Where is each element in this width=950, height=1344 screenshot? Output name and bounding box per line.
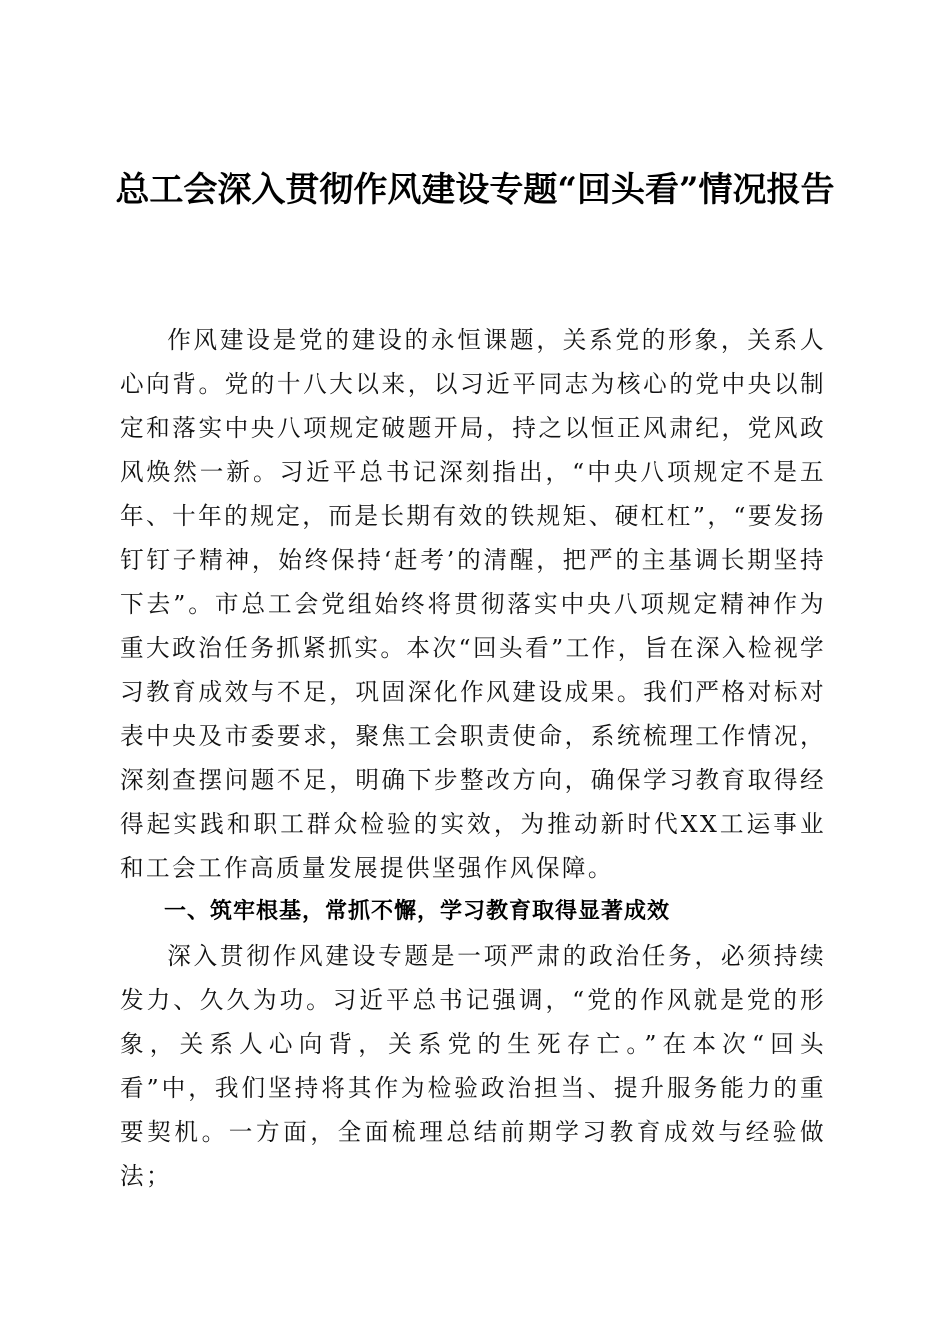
document-body bbox=[120, 318, 826, 1198]
document-title: 总工会深入贯彻作风建设专题“回头看”情况报告 bbox=[115, 170, 835, 210]
intro-paragraph: 作风建设是党的建设的永恒课题，关系党的形象，关系人心向背。党的十八大以来，以习近平同志为核心的党中央以制定和落实中央八项规定破题开局，持之以恒正风肃纪，党风政风焕然一新。习近平总书记深刻指出，“中央八项规定不是五年、十年的规定，而是长期有效的铁规矩、硬杠杠”，“要发扬钉钉子精神，始终保持‘赶考’的清醒，把严的主基调长期坚持下去”。市总工会党组始终将贯彻落实中央八项规定精神作为重大政治任务抓紧抓实。本次“回头看”工作，旨在深入检视学习教育成效与不足，巩固深化作风建设成果。我们严格对标对表中央及市委要求，聚焦工会职责使命，系统梳理工作情况，深刻查摆问题不足，明确下步整改方向，确保学习教育取得经得起实践和职工群众检验的实效，为推动新时代XX工运事业和工会工作高质量发展提供坚强作风保障。 bbox=[120, 326, 826, 882]
section-paragraph: 深入贯彻作风建设专题是一项严肃的政治任务，必须持续发力、久久为功。习近平总书记强调，“党的作风就是党的形象，关系人心向背，关系党的生死存亡。”在本次“回头看”中，我们坚持将其作为检验政治担当、提升服务能力的重要契机。一方面，全面梳理总结前期学习教育成效与经验做法； bbox=[120, 942, 826, 1190]
section-heading: 一、筑牢根基，常抓不懈，学习教育取得显著成效 bbox=[164, 899, 671, 924]
